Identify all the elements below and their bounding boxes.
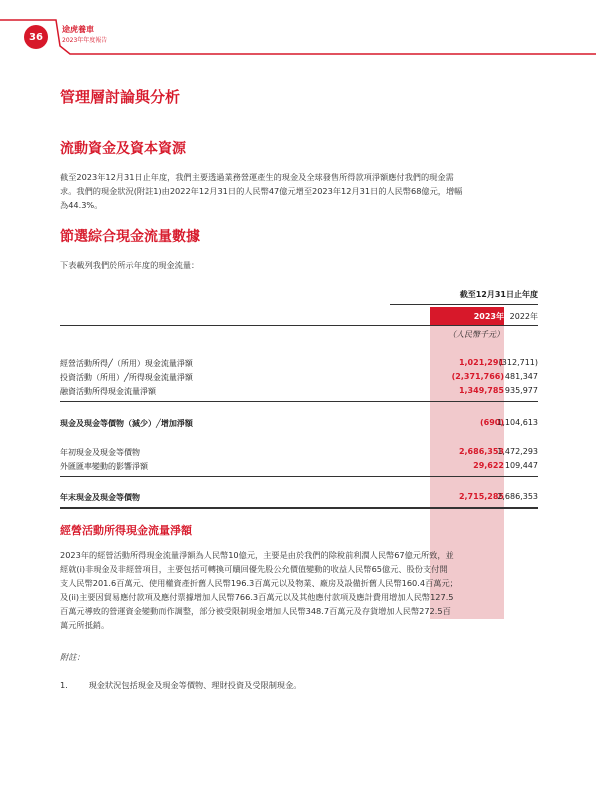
row-label: 投資活動（所用）╱所得現金流量淨額: [60, 373, 193, 382]
row-label: 經營活動所得╱（所用）現金流量淨額: [60, 359, 193, 368]
table-column-header: [60, 311, 538, 325]
row-label: 現金及現金等價物（減少）╱增加淨額: [60, 419, 193, 428]
value-2023: 1,021,291: [458, 358, 504, 367]
table-row: [60, 358, 538, 372]
divider: [60, 476, 538, 477]
paragraph-line: 2023年的經營活動所得現金流量淨額為人民幣10億元，主要是由於我們的除稅前利潤人民幣67億元所致，並: [60, 550, 454, 560]
value-2023: (690): [479, 418, 504, 427]
table-row: [60, 492, 538, 506]
note-item: [60, 678, 538, 692]
note-number: 1.: [60, 680, 68, 690]
divider: [60, 325, 538, 326]
table-period-header: [60, 289, 538, 303]
table-row: [60, 372, 538, 386]
period-label: 截至12月31日止年度: [459, 290, 538, 299]
value-2022: 1,472,293: [497, 447, 538, 456]
paragraph-line: 求。我們的現金狀況(附註1)由2022年12月31日的人民幣47億元增至2023年12月31日的人民幣68億元，增幅: [60, 186, 463, 196]
unit-row: [60, 329, 538, 343]
paragraph-line: 及(ii)主要因貿易應付款項及應付票據增加人民幣766.3百萬元以及其他應付款項及應計費用增加人民幣127.5: [60, 592, 454, 602]
section-heading-cash-flow: 節選綜合現金流量數據: [60, 229, 200, 245]
divider: [60, 401, 538, 402]
row-label: 外匯匯率變動的影響淨額: [60, 462, 148, 471]
section-heading-operating-cash-flow: 經營活動所得現金流量淨額: [60, 524, 192, 537]
value-2023: 29,622: [473, 461, 504, 470]
paragraph-line: 經就(i)非現金及非經營項目，主要包括可轉換可贖回優先股公允價值變動的收益人民幣65億元、股份支付開: [60, 564, 448, 574]
section-heading-liquidity: 流動資金及資本資源: [60, 141, 186, 157]
value-2022: 481,347: [504, 372, 538, 381]
page-header: [0, 0, 596, 60]
value-2022: (312,711): [498, 358, 538, 367]
company-name: 途虎養車: [62, 25, 94, 34]
value-2023: 2,715,285: [458, 492, 504, 501]
table-intro: 下表載列我們於所示年度的現金流量：: [60, 260, 200, 270]
report-name: 2023年年度報告: [62, 37, 108, 44]
divider: [60, 507, 538, 509]
paragraph-line: 截至2023年12月31日止年度，我們主要透過業務營運產生的現金及全球發售所得款項淨額應付我們的現金需: [60, 172, 454, 182]
row-label: 融資活動所得現金流量淨額: [60, 387, 156, 396]
paragraph-line: 百萬元導致的營運資金變動而作調整，部分被受限制現金增加人民幣348.7百萬元及存貨增加人民幣272.5百: [60, 606, 451, 616]
col-2022-header: 2022年: [509, 312, 538, 321]
table-row: [60, 461, 538, 475]
note-text: 現金狀況包括現金及現金等價物、理財投資及受限制現金。: [88, 680, 302, 690]
page-title: 管理層討論與分析: [60, 88, 181, 106]
value-2022: 935,977: [504, 386, 538, 395]
row-label: 年初現金及現金等價物: [60, 448, 140, 457]
value-2022: 1,104,613: [497, 418, 538, 427]
value-2022: 2,686,353: [497, 492, 538, 501]
value-2023: (2,371,766): [451, 372, 504, 381]
paragraph-line: 支人民幣201.6百萬元、使用權資產折舊人民幣196.3百萬元以及物業、廠房及設備折舊人民幣160.4百萬元；: [60, 578, 458, 588]
notes-heading: 附註：: [60, 652, 85, 662]
paragraph-line: 為44.3%。: [60, 200, 103, 210]
unit-label: （人民幣千元）: [448, 330, 504, 339]
paragraph-line: 萬元所抵銷。: [60, 620, 110, 630]
table-row: [60, 447, 538, 461]
operating-cash-flow-paragraph: [60, 548, 538, 632]
divider: [390, 304, 538, 305]
row-label: 年末現金及現金等價物: [60, 493, 140, 502]
page-number: 36: [24, 25, 48, 49]
value-2023: 2,686,353: [458, 447, 504, 456]
value-2022: 109,447: [504, 461, 538, 470]
value-2023: 1,349,785: [458, 386, 504, 395]
table-row: [60, 418, 538, 432]
col-2023-header: 2023年: [473, 312, 504, 321]
liquidity-paragraph: [60, 170, 538, 212]
table-row: [60, 386, 538, 400]
